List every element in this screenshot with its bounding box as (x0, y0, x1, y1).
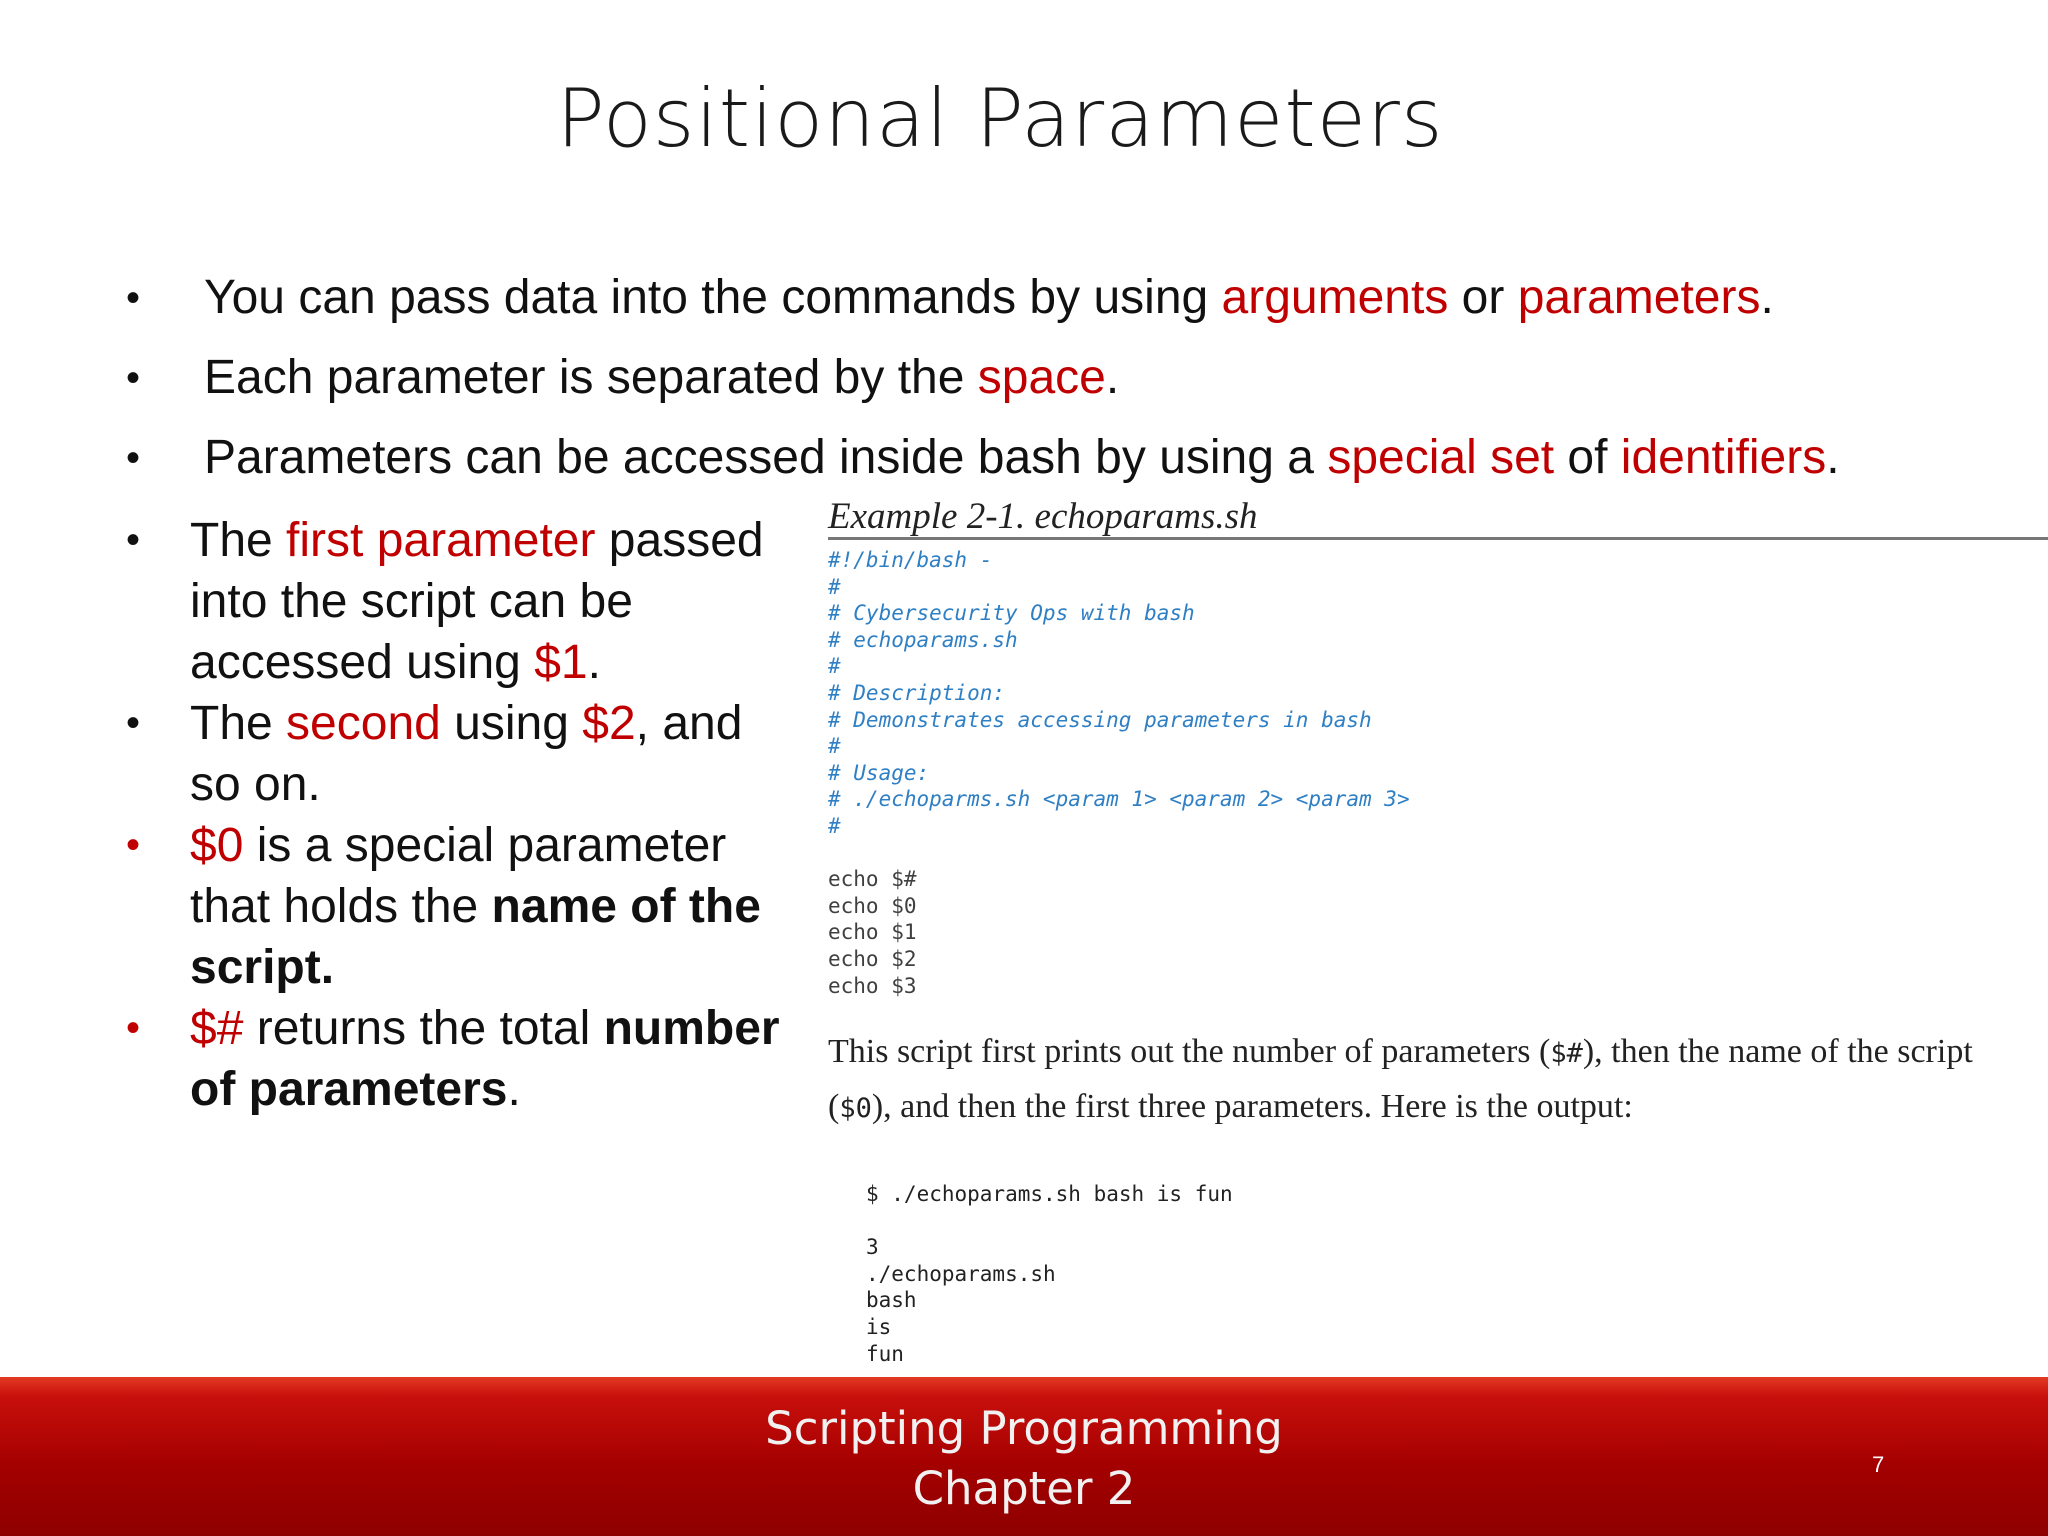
output-line: is (866, 1314, 892, 1339)
output-line: fun (866, 1341, 904, 1366)
explanation-part: This script first prints out the number of parameters ( (828, 1033, 1551, 1070)
explanation-text (828, 1025, 2028, 1135)
bullet-text: or (1448, 271, 1518, 324)
code-line: # (828, 574, 841, 599)
bullet-text: of (1554, 431, 1621, 484)
bullet-text: The (190, 697, 287, 750)
highlight-dollar-1: $1 (534, 636, 588, 689)
left-bullet-4 (120, 998, 800, 1120)
left-bullet-2 (120, 693, 800, 815)
code-line: echo $0 (828, 893, 917, 918)
page-number: 7 (1872, 1452, 1885, 1477)
bold-number-of-parameters: number of parameters (190, 1002, 780, 1116)
code-line: #!/bin/bash - (828, 548, 993, 572)
bullet-text: Parameters can be accessed inside bash by using a (204, 431, 1328, 484)
output-line: ./echoparams.sh (866, 1261, 1056, 1286)
footer-bar (0, 1377, 2048, 1536)
output-line: 3 (866, 1235, 879, 1260)
bullet-dot: • (126, 701, 141, 745)
bullet-text: using (440, 697, 583, 750)
left-bullet-list (120, 510, 800, 1120)
code-line: # echoparams.sh (828, 627, 1018, 652)
code-line: echo $# (828, 867, 917, 892)
code-line: # Cybersecurity Ops with bash (828, 601, 1195, 626)
left-bullet-3 (120, 815, 800, 998)
bullet-text: . (507, 1063, 521, 1116)
bullet-dot: • (126, 436, 141, 480)
bullet-text: . (587, 636, 601, 689)
code-line: # (828, 654, 841, 679)
bullet-dot: • (126, 356, 141, 400)
output-line: $ ./echoparams.sh bash is fun (866, 1182, 1233, 1206)
output-line (866, 1208, 1233, 1235)
code-line: # Description: (828, 680, 1006, 705)
code-line: # Usage: (828, 760, 930, 785)
highlight-special-set: special set (1327, 431, 1555, 484)
highlight-identifiers: identifiers (1620, 431, 1827, 484)
bullet-text: is a special parameter that holds the (190, 819, 727, 933)
left-bullet-1 (120, 510, 800, 693)
bullet-text: . (1105, 351, 1120, 404)
bullet-dot: • (126, 1006, 141, 1050)
example-heading: Example 2-1. echoparams.sh (828, 496, 1258, 537)
code-line: # (828, 734, 841, 759)
highlight-dollar-hash: $# (190, 1002, 244, 1055)
highlight-dollar-2: $2 (582, 697, 636, 750)
code-line: echo $1 (828, 920, 917, 945)
explanation-part: ), then the name of the script ( (828, 1033, 1973, 1125)
code-line: # Demonstrates accessing parameters in bash (828, 707, 1372, 732)
bullet-text: . (1826, 431, 1840, 484)
bullet-dot: • (126, 518, 141, 562)
highlight-parameters: parameters (1517, 271, 1761, 324)
bullet-text: Each parameter is separated by the (204, 351, 978, 404)
highlight-arguments: arguments (1221, 271, 1449, 324)
code-block (828, 547, 1410, 999)
bullet-text: passed into the script can be accessed using (190, 514, 764, 689)
highlight-first-parameter: first parameter (286, 514, 596, 567)
top-bullet-1 (120, 258, 2000, 338)
bullet-text: You can pass data into the commands by using (204, 271, 1222, 324)
top-bullet-list (120, 258, 2000, 498)
footer-line-1: Scripting Programming (765, 1402, 1283, 1455)
slide-title: Positional Parameters (556, 72, 1444, 165)
bullet-dot: • (126, 276, 141, 320)
highlight-dollar-0: $0 (190, 819, 244, 872)
code-line: echo $3 (828, 973, 917, 998)
code-line: # (828, 813, 841, 838)
bold-name-of-script: name of the script. (190, 880, 761, 994)
highlight-second: second (286, 697, 441, 750)
top-bullet-2 (120, 338, 2000, 418)
code-line: echo $2 (828, 946, 917, 971)
bullet-text: The (190, 514, 287, 567)
explanation-part: ), and then the first three parameters. Here is the output: (871, 1088, 1633, 1125)
highlight-space: space (977, 351, 1106, 404)
inline-code: $# (1550, 1038, 1583, 1069)
footer-title (0, 1399, 2048, 1519)
bullet-text: , and so on. (190, 697, 743, 811)
output-block (866, 1181, 1233, 1367)
bullet-dot: • (126, 823, 141, 867)
bullet-text: . (1760, 271, 1774, 324)
inline-code: $0 (839, 1093, 872, 1124)
bullet-text: returns the total (243, 1002, 604, 1055)
footer-line-2: Chapter 2 (912, 1462, 1136, 1515)
heading-rule (828, 537, 2048, 540)
output-line: bash (866, 1288, 917, 1313)
code-line: # ./echoparms.sh <param 1> <param 2> <param 3> (828, 787, 1410, 812)
code-line (828, 840, 1410, 867)
example-screenshot (810, 485, 2048, 1375)
